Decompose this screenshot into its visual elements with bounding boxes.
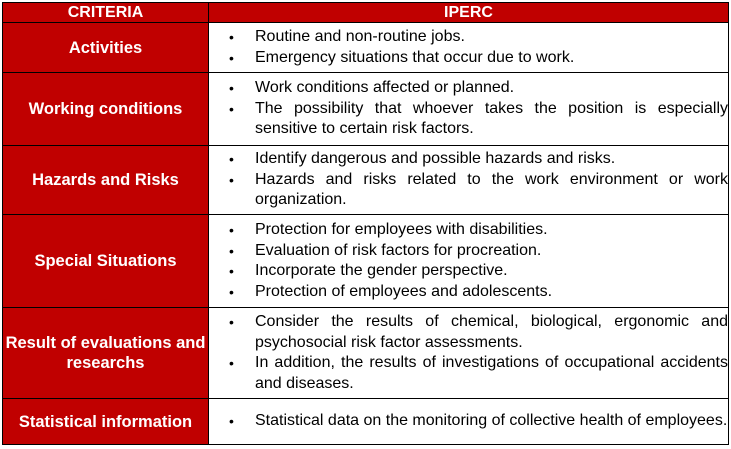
column-header-iperc: IPERC: [209, 3, 729, 23]
description-list: [209, 312, 728, 394]
list-item: [209, 78, 728, 99]
bullet-icon: •: [229, 263, 234, 279]
bullet-icon: •: [229, 222, 234, 238]
list-item-text: Work conditions affected or planned.: [255, 79, 515, 97]
criteria-cell: Statistical information: [3, 399, 209, 445]
list-item: [209, 149, 728, 170]
list-item: [209, 411, 728, 432]
description-list: [209, 27, 728, 68]
table-row-working-conditions: [3, 73, 729, 146]
bullet-icon: •: [229, 242, 234, 259]
list-item-text: Incorporate the gender perspective.: [255, 262, 508, 279]
bullet-icon: •: [229, 355, 234, 371]
description-cell: [209, 215, 729, 308]
bullet-icon: •: [229, 80, 234, 97]
description-list: [209, 411, 728, 432]
list-item-text: Emergency situations that occur due to work.: [255, 48, 575, 66]
list-item-text: Routine and non-routine jobs.: [255, 28, 465, 45]
criteria-cell: Hazards and Risks: [3, 146, 209, 215]
bullet-icon: •: [229, 314, 234, 330]
list-item-text: Protection of employees and adolescents.: [255, 282, 553, 300]
description-list: [209, 149, 728, 211]
list-item: [209, 170, 728, 211]
list-item-text: Consider the results of chemical, biological, ergonomic and psychosocial risk factor assessments.: [255, 313, 728, 351]
list-item-text: Evaluation of risk factors for procreation.: [255, 241, 542, 259]
list-item: [209, 48, 728, 69]
list-item: [209, 312, 728, 353]
description-list: [209, 220, 728, 302]
list-item: [209, 220, 728, 241]
description-cell: [209, 73, 729, 146]
list-item: [209, 261, 728, 282]
column-header-criteria: CRITERIA: [3, 3, 209, 23]
table-row-special-situations: [3, 215, 729, 308]
bullet-icon: •: [229, 29, 234, 45]
criteria-cell: Result of evaluations and researchs: [3, 308, 209, 399]
table-row-result-of-evaluations: [3, 308, 729, 399]
list-item: [209, 241, 728, 262]
table-header-row: [3, 3, 729, 23]
table-row-activities: [3, 23, 729, 73]
list-item-text: Identify dangerous and possible hazards and risks.: [255, 150, 616, 168]
description-cell: [209, 23, 729, 73]
bullet-icon: •: [229, 100, 234, 117]
list-item-text: The possibility that whoever takes the position is especially sensitive to certain risk factors.: [255, 99, 728, 138]
bullet-icon: •: [229, 171, 234, 188]
list-item-text: Hazards and risks related to the work environment or work organization.: [255, 170, 728, 209]
description-cell: [209, 146, 729, 215]
bullet-icon: •: [229, 151, 234, 168]
bullet-icon: •: [229, 49, 234, 66]
list-item-text: In addition, the results of investigations of occupational accidents and diseases.: [255, 354, 728, 392]
table-row-hazards-and-risks: [3, 146, 729, 215]
criteria-cell: Working conditions: [3, 73, 209, 146]
criteria-cell: Special Situations: [3, 215, 209, 308]
list-item: [209, 282, 728, 303]
list-item: [209, 99, 728, 140]
list-item: [209, 353, 728, 394]
table-row-statistical-information: [3, 399, 729, 445]
criteria-cell: Activities: [3, 23, 209, 73]
list-item: [209, 27, 728, 48]
description-cell: [209, 399, 729, 445]
description-list: [209, 78, 728, 140]
description-cell: [209, 308, 729, 399]
list-item-text: Statistical data on the monitoring of collective health of employees.: [255, 412, 728, 430]
bullet-icon: •: [229, 283, 234, 300]
bullet-icon: •: [229, 413, 234, 430]
list-item-text: Protection for employees with disabilities.: [255, 221, 548, 238]
iperc-criteria-table: [2, 2, 729, 445]
